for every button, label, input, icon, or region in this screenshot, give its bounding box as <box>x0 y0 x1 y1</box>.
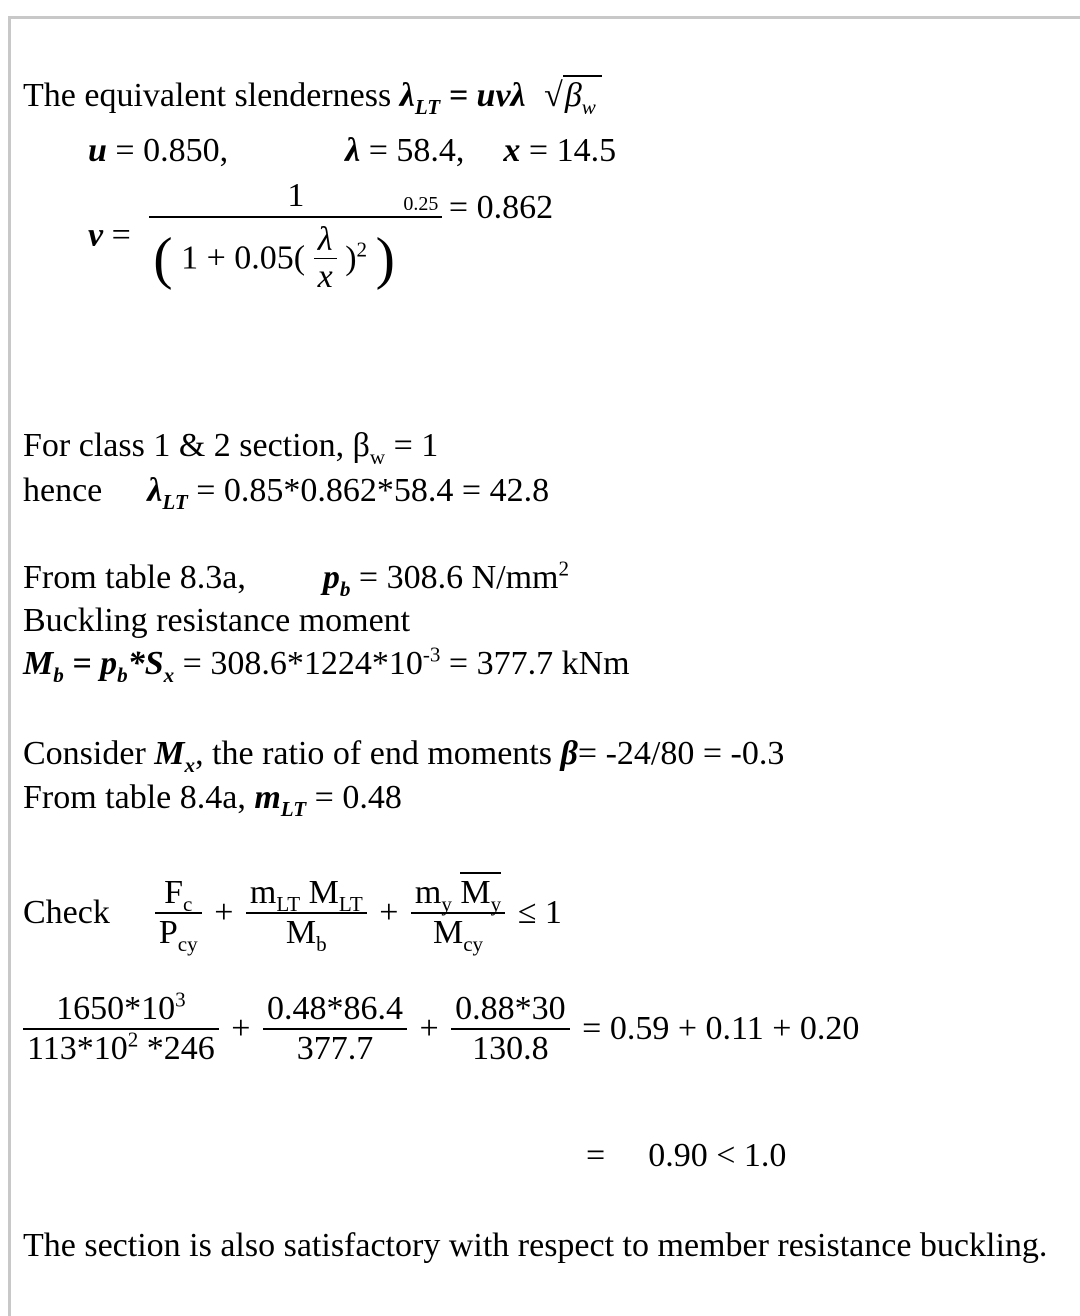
x-label: x <box>503 132 521 169</box>
beta-symbol: β <box>560 735 578 772</box>
calc-formula: $\frac{1650*10^3}{113*10^2 *246}$ + $\frac{0.48*86.4}{377.7}$ + $\frac{0.88*30}{130.8}$ = 0.59 + 0.11 + 0.20 <box>23 990 863 1068</box>
lambda-value: = 58.4, <box>368 132 465 169</box>
slenderness-formula: = uvλ <box>448 77 526 114</box>
lambda-lt: $\lambda_{LT}$ <box>147 472 188 514</box>
hence-line <box>23 471 550 514</box>
check-term-3: $\frac{m_y M_y}{M_{cy}}$ <box>411 874 505 952</box>
calc-term-3: $\frac{0.88*30}{130.8}$ <box>451 990 570 1068</box>
hence-value: = 0.85*0.862*58.4 = 42.8 <box>187 472 550 509</box>
hence-label: hence <box>23 472 103 509</box>
v-formula <box>88 176 553 295</box>
conclusion: The section is also satisfactory with respect to member resistance buckling. <box>23 1227 1048 1264</box>
v-fraction <box>149 176 442 295</box>
sqrt-argument: $\beta_w$ <box>563 75 602 114</box>
lambda-lt-symbol: $\lambda_{LT}$ <box>399 77 441 119</box>
table83-line: From table 8.3a, $p_b = 308.6$ $N/mm^2$ <box>23 556 570 601</box>
pb-value: = 308.6 N/mm <box>350 559 559 596</box>
final-value: 0.90 < 1.0 <box>648 1137 787 1174</box>
check-le-one: ≤ 1 <box>517 894 562 931</box>
x-value: = 14.5 <box>528 132 617 169</box>
check-label: Check <box>23 894 110 931</box>
calc-term-1: $\frac{1650*10^3}{113*10^2 *246}$ <box>23 990 219 1068</box>
table83-text: From table 8.3a, <box>23 559 246 596</box>
lambda-label: λ <box>345 132 361 169</box>
v-result: = 0.862 <box>448 188 554 226</box>
table84-line: From table 8.4a, $m_{LT} = 0.48$ <box>23 779 402 821</box>
final-result: = 0.90 < 1.0 <box>586 1137 787 1174</box>
consider-line: Consider $M_x$, the ratio of end moments β= -24/80 = -0.3 <box>23 735 785 777</box>
lambda-over-x: $\frac{\lambda}{x}$ <box>314 222 337 295</box>
calc-term-2: $\frac{0.48*86.4}{377.7}$ <box>263 990 407 1068</box>
u-value: = 0.850, <box>115 132 229 169</box>
mb-line: $M_b = p_b*S_x = 308.6*1224*10^{-3} = 377.7$ kNm <box>23 642 630 687</box>
calc-result: = 0.59 + 0.11 + 0.20 <box>582 1010 860 1047</box>
slenderness-line <box>23 76 602 119</box>
check-term-2: $\frac{m_{LT} M_{LT}}{M_b}$ <box>246 874 367 952</box>
u-label: u <box>88 132 107 169</box>
pb-symbol: $p_b$ <box>322 559 351 601</box>
class-section-line: For class 1 & 2 section, $\beta_w = 1$ <box>23 427 439 469</box>
slenderness-intro: The equivalent slenderness <box>23 77 392 114</box>
v-eq: = <box>111 216 131 254</box>
v-numerator: 1 <box>149 176 442 218</box>
sqrt-symbol: √ <box>544 77 563 114</box>
moment-title: Buckling resistance moment <box>23 602 411 639</box>
v-outer-power: 0.25 <box>403 192 439 215</box>
v-label: v <box>88 216 104 254</box>
check-formula: Check $\frac{F_c}{P_{cy}}$ + $\frac{m_{LT} M_{LT}}{M_b}$ + $\frac{m_y M_y}{M_{cy}}$ ≤ 1 <box>23 874 566 952</box>
v-denominator: ( 1 + 0.05( $\frac{\lambda}{x}$ )$^2$ ) $^{0.25}$ <box>153 192 439 295</box>
check-term-1: $\frac{F_c}{P_{cy}}$ <box>155 874 202 952</box>
params-line <box>88 131 616 171</box>
